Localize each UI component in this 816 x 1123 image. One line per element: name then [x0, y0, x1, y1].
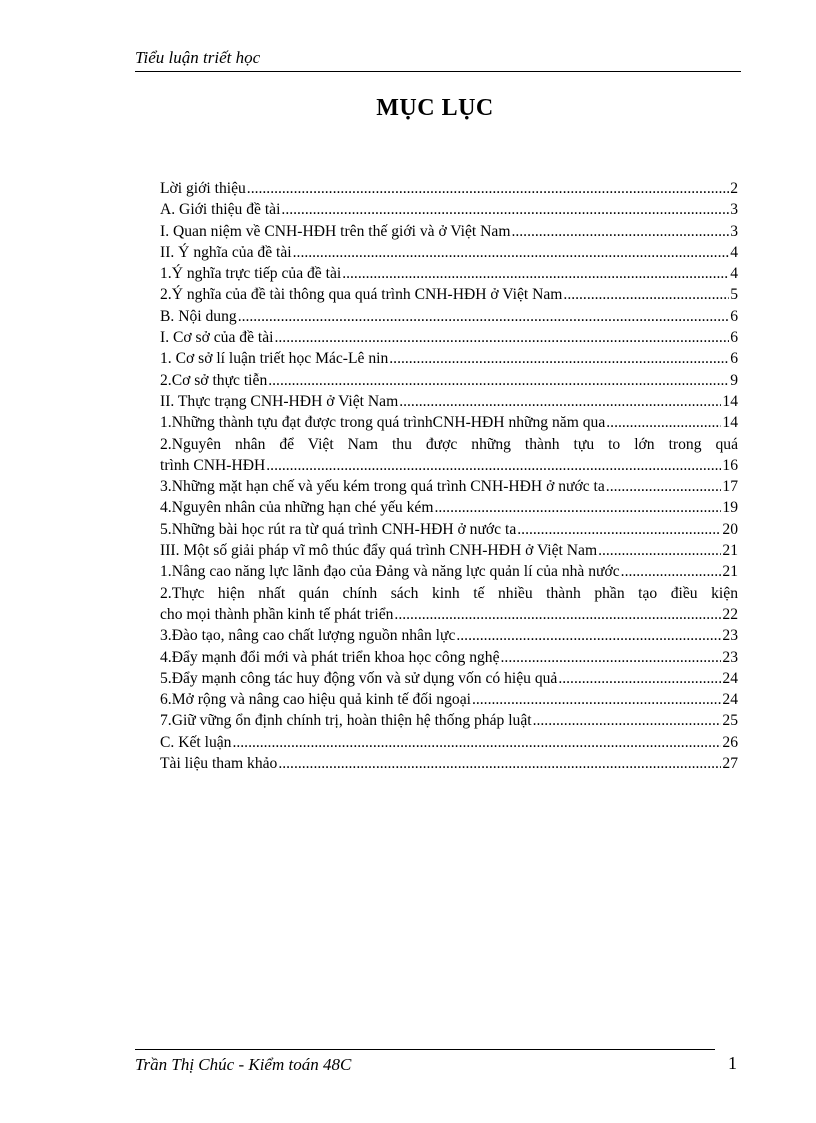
toc-entry[interactable]	[160, 284, 738, 305]
toc-entry-label: 3.Những mặt hạn chế và yếu kém trong quá trình CNH-HĐH ở nước ta	[160, 478, 605, 496]
toc-entry-label-continued: trình CNH-HĐH	[160, 456, 266, 474]
toc-entry[interactable]	[160, 497, 738, 518]
footer-author: Trần Thị Chúc - Kiểm toán 48C	[135, 1055, 352, 1074]
toc-entry-label: 1. Cơ sở lí luận triết học Mác-Lê nin	[160, 350, 389, 368]
toc-page-number: 14	[722, 392, 738, 410]
toc-entry-label: 1.Ý nghĩa trực tiếp của đề tài	[160, 265, 342, 283]
toc-leader-dots	[232, 732, 721, 753]
toc-page-number: 2	[730, 180, 738, 197]
toc-page-number: 6	[730, 350, 738, 368]
toc-leader-dots	[558, 668, 721, 689]
toc-leader-dots	[456, 625, 721, 646]
toc-entry-label: B. Nội dung	[160, 307, 237, 325]
footer-divider	[135, 1049, 715, 1050]
toc-entry-label: I. Quan niệm về CNH-HĐH trên thế giới và ở Việt Nam	[160, 222, 511, 240]
toc-leader-dots	[511, 221, 729, 242]
toc-entry[interactable]	[160, 306, 738, 327]
toc-entry[interactable]	[160, 370, 738, 391]
toc-leader-dots	[293, 242, 730, 263]
toc-entry-label: Tài liệu tham khảo	[160, 755, 278, 773]
toc-entry-label: 1.Những thành tựu đạt được trong quá trìnhCNH-HĐH những năm qua	[160, 414, 606, 432]
toc-entry[interactable]	[160, 668, 738, 689]
toc-entry[interactable]	[160, 625, 738, 646]
toc-leader-dots	[238, 306, 730, 327]
toc-leader-dots	[598, 540, 721, 561]
toc-page-number: 21	[722, 542, 738, 560]
toc-leader-dots	[533, 710, 722, 731]
toc-entry-label-continued: cho mọi thành phần kinh tế phát triển	[160, 605, 394, 623]
toc-leader-dots	[517, 519, 721, 540]
toc-page-number: 20	[722, 520, 738, 538]
toc-entry-label: 6.Mở rộng và nâng cao hiệu quả kinh tế đối ngoại	[160, 691, 471, 709]
toc-entry[interactable]	[160, 263, 738, 284]
toc-page-number: 14	[722, 414, 738, 432]
toc-entry[interactable]	[160, 753, 738, 774]
toc-entry[interactable]	[160, 348, 738, 369]
page-number: 1	[728, 1053, 737, 1073]
toc-entry-label: I. Cơ sở của đề tài	[160, 329, 274, 347]
toc-leader-dots	[606, 412, 721, 433]
toc-leader-dots	[394, 604, 721, 625]
toc-entry-label: C. Kết luận	[160, 733, 232, 751]
toc-page-number: 9	[730, 371, 738, 389]
page-title: MỤC LỤC	[376, 95, 494, 121]
toc-page-number: 6	[730, 329, 738, 347]
toc-entry-label: A. Giới thiệu đề tài	[160, 201, 281, 219]
toc-page-number: 26	[722, 733, 738, 751]
toc-entry-label: 4.Nguyên nhân của những hạn ché yếu kém	[160, 499, 434, 517]
toc-entry[interactable]	[160, 540, 738, 561]
toc-page-number: 27	[722, 755, 738, 773]
toc-leader-dots	[342, 263, 729, 284]
toc-entry-label: II. Thực trạng CNH-HĐH ở Việt Nam	[160, 392, 399, 410]
toc-entry[interactable]	[160, 476, 738, 497]
toc-entry-label: 3.Đào tạo, nâng cao chất lượng nguồn nhân lực	[160, 627, 456, 645]
toc-entry-label: 5.Đẩy mạnh công tác huy động vốn và sử dụng vốn có hiệu quả	[160, 669, 558, 687]
toc-entry-label: 1.Nâng cao năng lực lãnh đạo của Đảng và năng lực quản lí của nhà nước	[160, 563, 620, 581]
toc-leader-dots	[399, 391, 721, 412]
toc-entry[interactable]	[160, 242, 738, 263]
toc-entry[interactable]	[160, 689, 738, 710]
toc-leader-dots	[606, 476, 722, 497]
toc-entry-label: 2.Nguyên nhân để Việt Nam thu được những thành tựu to lớn trong quá	[160, 435, 738, 453]
toc-entry-label: II. Ý nghĩa của đề tài	[160, 243, 292, 261]
toc-entry-label: 4.Đẩy mạnh đổi mới và phát triển khoa học công nghệ	[160, 648, 500, 666]
toc-leader-dots	[266, 455, 721, 476]
toc-entry-label: 2.Thực hiện nhất quán chính sách kinh tế nhiều thành phần tạo điều kiện	[160, 584, 738, 602]
toc-leader-dots	[472, 689, 721, 710]
toc-leader-dots	[247, 178, 729, 199]
toc-entry[interactable]	[160, 391, 738, 412]
toc-entry[interactable]	[160, 583, 738, 626]
toc-page-number: 25	[722, 712, 738, 730]
toc-entry[interactable]	[160, 178, 738, 199]
toc-page-number: 22	[722, 605, 738, 623]
toc-entry-label: 2.Cơ sở thực tiễn	[160, 371, 268, 389]
toc-entry-label: 7.Giữ vững ổn định chính trị, hoàn thiện hệ thống pháp luật	[160, 712, 532, 730]
toc-page-number: 4	[730, 265, 738, 283]
toc-entry[interactable]	[160, 561, 738, 582]
toc-entry-label: Lời giới thiệu	[160, 180, 246, 197]
header-divider	[135, 71, 741, 72]
toc-leader-dots	[275, 327, 730, 348]
toc-page-number: 5	[730, 286, 738, 304]
toc-entry[interactable]	[160, 647, 738, 668]
toc-entry[interactable]	[160, 710, 738, 731]
toc-entry[interactable]	[160, 732, 738, 753]
page-header-text: Tiểu luận triết học	[135, 48, 261, 67]
toc-entry-label: 2.Ý nghĩa của đề tài thông qua quá trình CNH-HĐH ở Việt Nam	[160, 286, 563, 304]
table-of-contents	[160, 178, 738, 774]
toc-entry[interactable]	[160, 434, 738, 477]
toc-leader-dots	[501, 647, 722, 668]
toc-leader-dots	[268, 370, 729, 391]
toc-leader-dots	[278, 753, 721, 774]
toc-page-number: 17	[722, 478, 738, 496]
toc-leader-dots	[389, 348, 729, 369]
toc-page-number: 23	[722, 627, 738, 645]
toc-page-number: 24	[722, 691, 738, 709]
toc-page-number: 23	[722, 648, 738, 666]
toc-leader-dots	[434, 497, 721, 518]
toc-entry-label: 5.Những bài học rút ra từ quá trình CNH-HĐH ở nước ta	[160, 520, 517, 538]
toc-page-number: 16	[722, 456, 738, 474]
toc-leader-dots	[621, 561, 722, 582]
toc-entry-label: III. Một số giải pháp vĩ mô thúc đẩy quá trình CNH-HĐH ở Việt Nam	[160, 542, 598, 560]
toc-entry[interactable]	[160, 412, 738, 433]
toc-entry[interactable]	[160, 327, 738, 348]
toc-entry[interactable]	[160, 199, 738, 220]
toc-entry[interactable]	[160, 519, 738, 540]
toc-page-number: 4	[730, 243, 738, 261]
toc-leader-dots	[281, 199, 729, 220]
toc-entry[interactable]	[160, 221, 738, 242]
toc-page-number: 21	[722, 563, 738, 581]
toc-leader-dots	[563, 284, 729, 305]
toc-page-number: 6	[730, 307, 738, 325]
toc-page-number: 24	[722, 669, 738, 687]
toc-page-number: 19	[722, 499, 738, 517]
toc-page-number: 3	[730, 201, 738, 219]
toc-page-number: 3	[730, 222, 738, 240]
